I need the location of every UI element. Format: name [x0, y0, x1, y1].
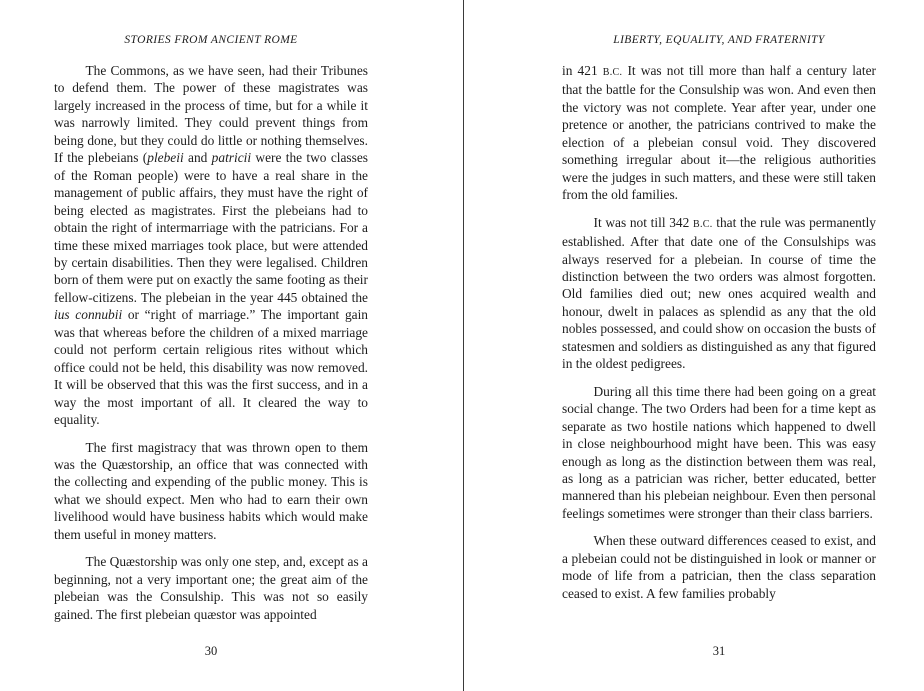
- text-run: The Commons, as we have seen, had their Tribunes to defend them. The power of these magistrates was largely increased in the process of time, but for a while it was narrowly limited. They could prevent things from being done, but they could do little or nothing themselves. If the plebeians (: [54, 63, 368, 166]
- paragraph: [54, 439, 368, 544]
- paragraph: [54, 62, 368, 429]
- paragraph: [562, 383, 876, 523]
- text-run: It was not till 342: [593, 214, 694, 230]
- text-run: When these outward differences ceased to exist, and a plebeian could not be distinguished in look or manner or mode of life from a patrician, then the class separation ceased to exist. A few families probably: [562, 533, 876, 601]
- page-text: [54, 62, 368, 623]
- text-run: It was not till more than half a century later that the battle for the Consulship was won. And even then the victory was not complete. Year after year, under one pretence or another, the patricians contrived to make the election of a plebeian consul void. They discovered something irregular about it—the religious authorities were the judges in such matters, and these were still taken from the old families.: [562, 63, 876, 203]
- text-run: During all this time there had been going on a great social change. The two Orders had been for a time kept as separate as two hostile nations which happened to dwell in close neighbourhood might have been. This was easy enough as long as the distinction between them was real, as long as a patrician was richer, better educated, better mannered than his plebeian neighbour. Even then personal feelings sometimes were stronger than their class barriers.: [562, 383, 876, 521]
- text-run: or “right of marriage.” The important gain was that whereas before the children of a mixed marriage could not perform certain religious rites without which office could not be held, this disability was now removed. It will be observed that this was the first success, and in a way the most important of all. It cleared the way to equality.: [54, 307, 368, 428]
- text-run: in 421: [562, 63, 603, 78]
- right-page: [562, 0, 876, 691]
- running-head: LIBERTY, EQUALITY, AND FRATERNITY: [613, 34, 825, 46]
- running-head: STORIES FROM ANCIENT ROME: [124, 34, 298, 46]
- paragraph: [54, 553, 368, 623]
- text-run: The Quæstorship was only one step, and, except as a beginning, not a very important one; the great aim of the plebeian was the Consulship. This was not so easily gained. The first plebeian quæstor was appointed: [54, 554, 368, 622]
- page-text: [562, 62, 876, 602]
- text-run: The first magistracy that was thrown open to them was the Quæstorship, an office that was connected with the collecting and expending of the public money. This is what we should expect. Men who had to earn their own livelihood would have business habits which would make them useful in money matters.: [54, 439, 368, 542]
- paragraph: [562, 532, 876, 602]
- text-run: and: [183, 150, 212, 166]
- paragraph: [562, 214, 876, 373]
- page-number: 30: [204, 644, 218, 658]
- italic-term: plebeii: [147, 150, 184, 166]
- text-run: that the rule was permanently established. After that date one of the Consulships was always reserved for a plebeian. In course of time the distinction between the two orders was almost forgotten. Old families died out; new ones acquired wealth and honour, dwelt in palaces as splendid as any that the old nobles possessed, and could show on occasion the busts of statesmen and soldiers as distinguished as any that figured in the oldest pedigrees.: [562, 214, 877, 372]
- paragraph: [562, 62, 876, 204]
- left-page: [54, 0, 368, 691]
- small-caps-abbr: B.C.: [693, 218, 713, 230]
- italic-term: patricii: [211, 150, 252, 166]
- small-caps-abbr: B.C.: [602, 67, 623, 78]
- gutter-divider: [463, 0, 464, 691]
- italic-term: ius connubii: [54, 307, 123, 323]
- page-number: 31: [712, 644, 726, 658]
- text-run: were the two classes of the Roman people) were to have a real share in the management of public affairs, they must have the right of being elected as magistrates. First the plebeians had to obtain the right of intermarriage with the patricians. For a time these mixed marriages took place, but were attended by certain disabilities. Then they were legalised. Children born of them were put on exactly the same footing as their fellow-citizens. The plebeian in the year 445 obtained the: [54, 150, 368, 305]
